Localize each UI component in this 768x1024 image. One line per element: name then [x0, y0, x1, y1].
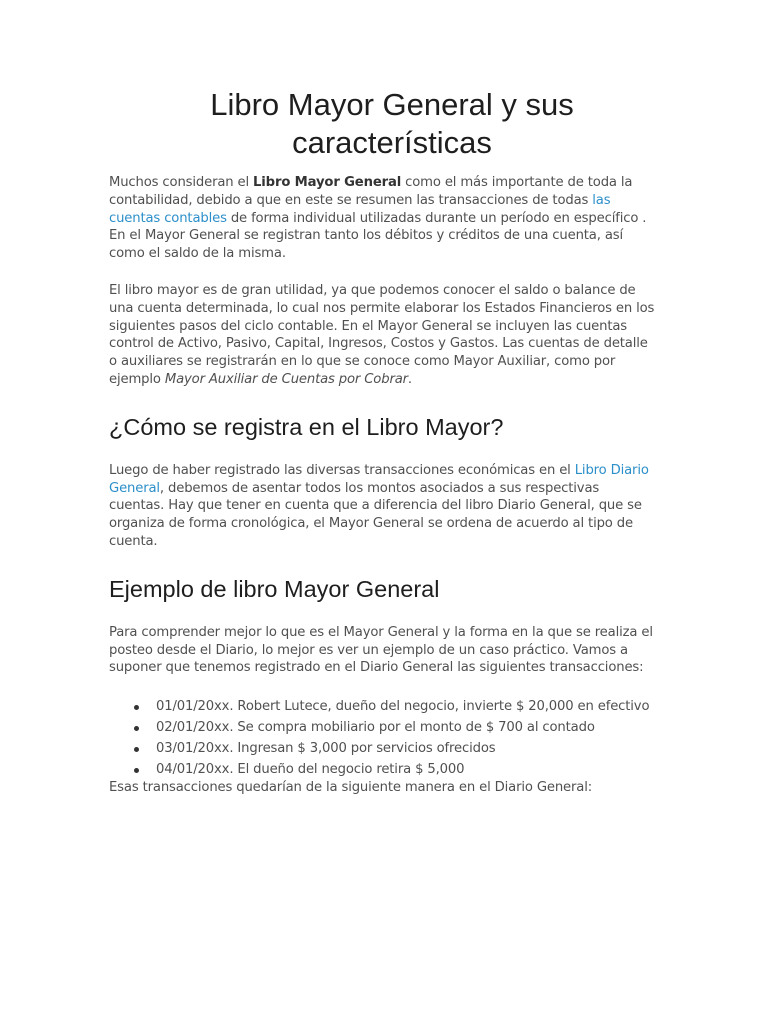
- list-item: 02/01/20xx. Se compra mobiliario por el monto de $ 700 al contado: [156, 719, 657, 737]
- document-page: [109, 86, 657, 797]
- list-item: 04/01/20xx. El dueño del negocio retira $ 5,000: [156, 761, 657, 779]
- intro-text-start: Muchos consideran el: [109, 175, 254, 190]
- registro-text-start: Luego de haber registrado las diversas transacciones económicas en el: [109, 462, 575, 478]
- intro-paragraph: [109, 174, 657, 263]
- utility-italic-example: Mayor Auxiliar de Cuentas por Cobrar: [164, 371, 408, 387]
- page-title: Libro Mayor General y sus características: [210, 87, 574, 160]
- cuentas-contables-link[interactable]: las cuentas contables: [109, 192, 611, 226]
- registro-text-end: , debemos de asentar todos los montos asociados a sus respectivas cuentas. Hay que tener en cuenta que a diferencia del libro Diario General, que se organiza de forma cronológica, el Mayor General se ordena de acuerdo al tipo de cuenta.: [109, 480, 642, 549]
- intro-text-end: de forma individual utilizadas durante un período en específico . En el Mayor General se registran tanto los débitos y créditos de una cuenta, así como el saldo de la misma.: [109, 210, 647, 262]
- utility-text-end: .: [407, 371, 412, 387]
- registro-paragraph: [109, 462, 657, 551]
- closing-paragraph: Esas transacciones quedarían de la siguiente manera en el Diario General:: [109, 780, 593, 796]
- list-item: 03/01/20xx. Ingresan $ 3,000 por servicios ofrecidos: [156, 740, 657, 758]
- ejemplo-intro-paragraph: Para comprender mejor lo que es el Mayor General y la forma en la que se realiza el posteo desde el Diario, lo mejor es ver un ejemplo de un caso práctico. Vamos a suponer que tenemos registrado en el Diario General las siguientes transacciones:: [109, 624, 653, 676]
- section-heading-ejemplo: Ejemplo de libro Mayor General: [109, 575, 440, 602]
- transactions-list: [109, 698, 657, 779]
- intro-text-middle: como el más importante de toda la contabilidad, debido a que en este se resumen las transacciones de todas: [109, 175, 633, 208]
- list-item: 01/01/20xx. Robert Lutece, dueño del negocio, invierte $ 20,000 en efectivo: [156, 698, 657, 716]
- libro-diario-general-link[interactable]: Libro Diario General: [109, 462, 649, 496]
- utility-text: El libro mayor es de gran utilidad, ya que podemos conocer el saldo o balance de una cuenta determinada, lo cual nos permite elaborar los Estados Financieros en los siguientes pasos del ciclo contable. En el Mayor General se incluyen las cuentas control de Activo, Pasivo, Capital, Ingresos, Costos y Gastos. Las cuentas de detalle o auxiliares se registrarán en lo que se conoce como Mayor Auxiliar, como por ejemplo: [109, 282, 655, 387]
- utility-paragraph: [109, 282, 657, 389]
- section-heading-registro: ¿Cómo se registra en el Libro Mayor?: [109, 413, 504, 440]
- intro-bold-term: Libro Mayor General: [253, 175, 402, 190]
